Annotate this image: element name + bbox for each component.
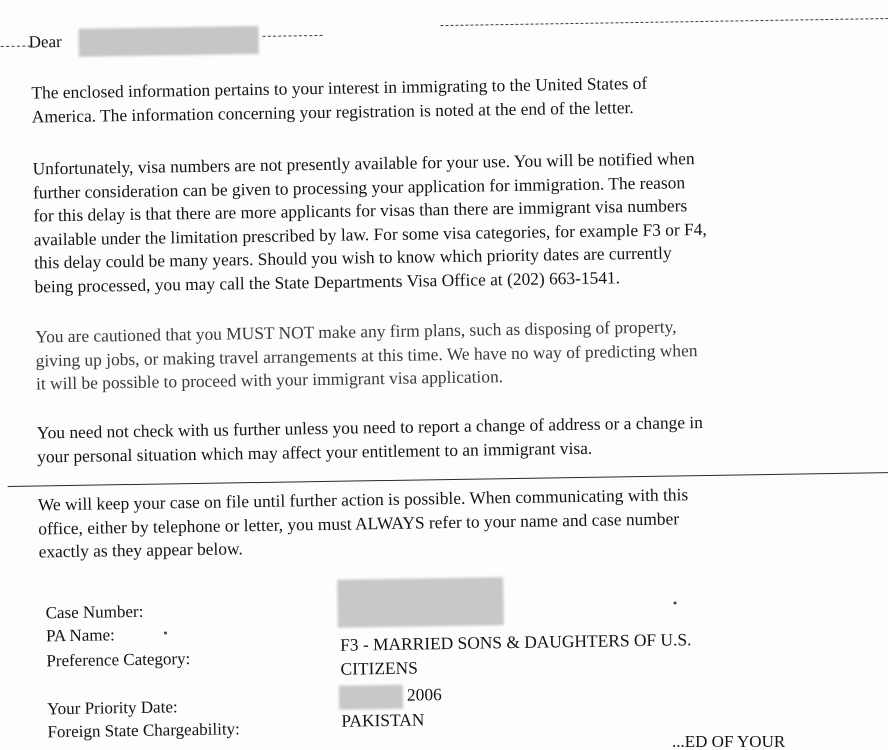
case-number-label: Case Number: — [45, 601, 144, 623]
redacted-case-number-and-name — [337, 577, 504, 628]
chargeability-value: PAKISTAN — [341, 709, 425, 731]
priority-date-label: Your Priority Date: — [46, 697, 178, 719]
redacted-priority-date — [339, 685, 403, 710]
top-dash-mark — [263, 35, 323, 37]
paragraph-no-check: You need not check with us further unless you need to report a change of address or a change in your personal situation which may affect your entitlement to an immigrant visa. — [36, 412, 703, 466]
redacted-recipient-name — [78, 26, 258, 57]
greeting: Dear — [28, 32, 62, 52]
cut-off-text: ...ED OF YOUR — [672, 732, 786, 750]
paragraph-intro: The enclosed information pertains to your interest in immigrating to the United States of America. The information concerning your registration is noted at the end of the letter. — [31, 72, 648, 127]
pa-name-label: PA Name: — [45, 625, 115, 646]
top-dash-mark — [1, 46, 31, 47]
preference-category-label: Preference Category: — [46, 649, 191, 671]
paragraph-keep-on-file: We will keep your case on file until further action is possible. When communicating with this office, either by telephone or letter, you must ALWAYS refer to your name and case number exactly as they appear below. — [37, 484, 689, 562]
scan-speck — [164, 631, 167, 634]
preference-category-value-continued: CITIZENS — [340, 657, 418, 679]
preference-category-value: F3 - MARRIED SONS & DAUGHTERS OF U.S. — [340, 629, 692, 655]
chargeability-label: Foreign State Chargeability: — [47, 719, 240, 742]
priority-date-year: 2006 — [406, 684, 442, 705]
top-dash-line — [440, 18, 888, 26]
scan-speck — [674, 601, 677, 604]
paragraph-caution: You are cautioned that you MUST NOT make any firm plans, such as disposing of property, giving up jobs, or making travel arrangements at this time. We have no way of predicting when it will be possible to proceed with your immigrant visa application. — [35, 316, 698, 394]
paragraph-visa-unavailable: Unfortunately, visa numbers are not presently available for your use. You will be notified when further consideration can be given to processing your application for immigration. The reason for this delay is that there are more applicants for visas than there are immigrant visa numbers available under the limitation prescribed by law. For some visa categories, for example F3 or F4, this delay could be many years. Should you wish to know which priority dates are currently being processed, you may call the State Departments Visa Office at (202) 663-1541. — [32, 148, 707, 296]
